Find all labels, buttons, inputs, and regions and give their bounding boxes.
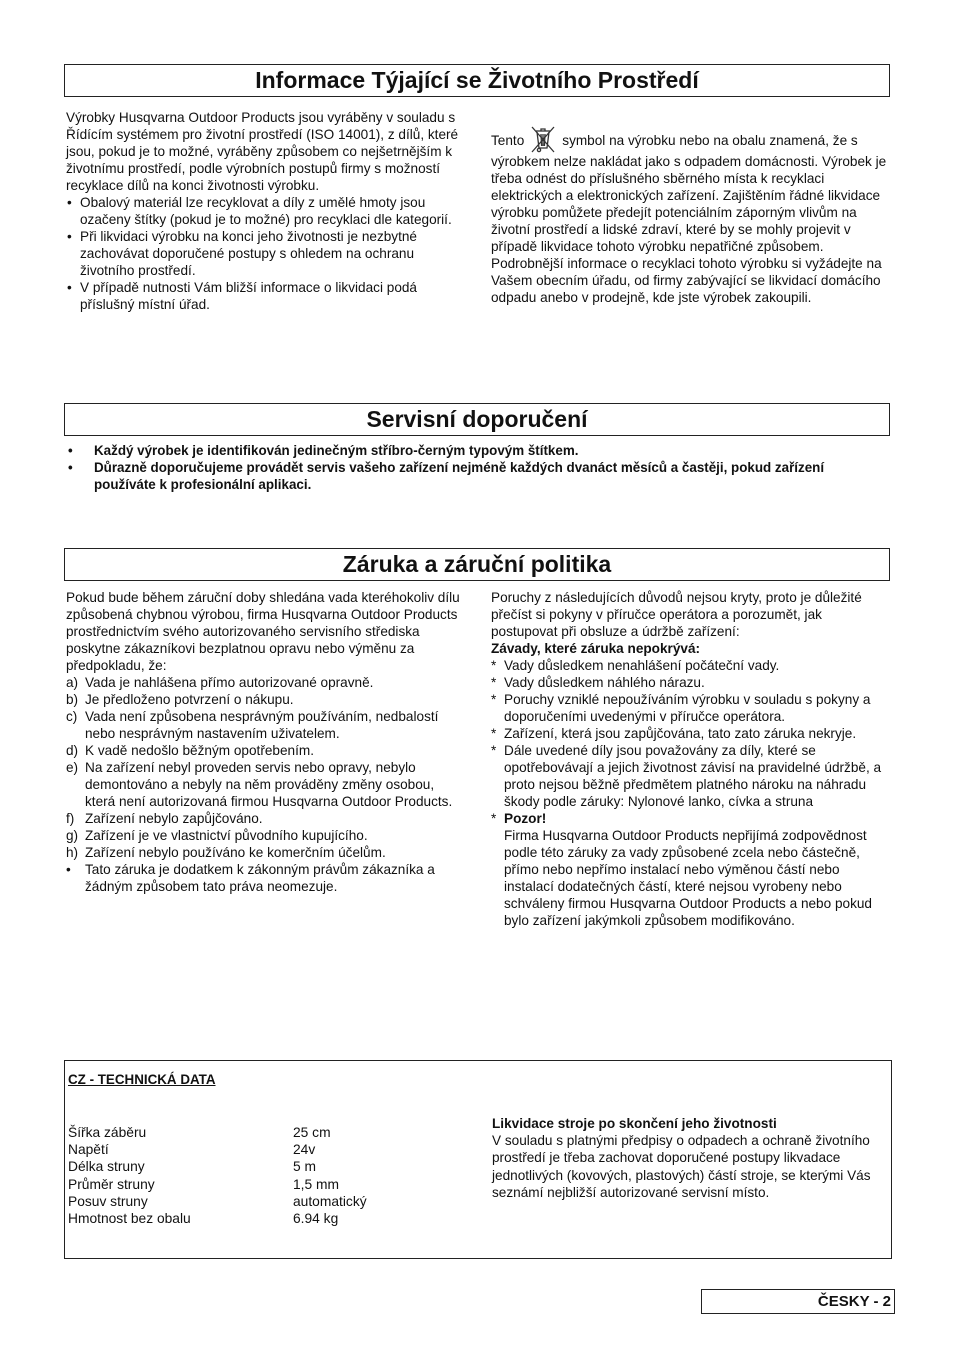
- technical-data-title: CZ - TECHNICKÁ DATA: [68, 1072, 216, 1087]
- pozor-note: * Pozor! Firma Husqvarna Outdoor Products nepřijímá zodpovědnost podle této záruky za vady způsobené zcela nebo částečně, přímo nebo nepřímo instalací nebo výměnou částí nebo instalací dodatečných částí, které nejsou vyrobeny nebo schváleny firmou Husqvarna Outdoor Products a nebo pokud bylo zařízení jakýmkoli způsobem modifikováno.: [491, 811, 872, 928]
- env-left-column: [66, 109, 466, 313]
- warranty-left-column: [66, 589, 466, 895]
- not-covered-item: * Zařízení, která jsou zapůjčována, tato zato záruka nekryje.: [491, 726, 857, 741]
- service-list: [66, 442, 866, 493]
- warranty-condition: • Tato záruka je dodatkem k zákonným právům zákazníka a žádným způsobem tato práva neomezuje.: [66, 862, 435, 894]
- service-item: • Důrazně doporučujeme provádět servis vašeho zařízení nejméně každých dvanáct měsíců a častěji, pokud zařízení používáte k profesionální aplikaci.: [68, 460, 825, 492]
- spec-table: [68, 1124, 448, 1227]
- warranty-condition: a) Vada je nahlášena přímo autorizované opravně.: [66, 675, 374, 690]
- spec-row: Napětí 24v: [68, 1142, 316, 1158]
- warranty-condition: b) Je předloženo potvrzení o nákupu.: [66, 692, 294, 707]
- disposal-note: [492, 1115, 882, 1201]
- not-covered-item: * Vady důsledkem náhlého nárazu.: [491, 675, 705, 690]
- warranty-exclusions-intro: Poruchy z následujících důvodů nejsou kryty, proto je důležité přečíst si pokyny v příručce operátora a porozumět, jak postupovat při obsluze a údržbě zařízení:: [491, 590, 862, 639]
- spec-row: Hmotnost bez obalu 6.94 kg: [68, 1211, 339, 1227]
- env-bullet: • Při likvidaci výrobku na konci jeho životnosti je nezbytné zachovávat doporučené postupy s ohledem na ochranu životního prostředí.: [67, 229, 417, 278]
- spec-row: Průměr struny 1,5 mm: [68, 1176, 339, 1192]
- warranty-condition: f) Zařízení nebylo zapůjčováno.: [66, 811, 263, 826]
- warranty-condition: d) K vadě nedošlo běžným opotřebením.: [66, 743, 314, 758]
- env-bullet: • Obalový materiál lze recyklovat a díly z umělé hmoty jsou ozačeny štítky (pokud je to možné) pro recyklaci dle kategorií.: [67, 195, 452, 227]
- env-bullet: • V případě nutnosti Vám bližší informace o likvidaci podá příslušný místní úřad.: [67, 280, 417, 312]
- warranty-intro: Pokud bude během záruční doby shledána vada kteréhokoliv dílu způsobená chybnou výrobou, firma Husqvarna Outdoor Products prostřednictvím svého autorizovaného servisního střediska poskytne zákazníkovi bezplatnou opravu nebo výměnu za předpokladu, že:: [66, 590, 460, 673]
- warranty-heading: Záruka a záruční politika: [64, 548, 890, 581]
- technical-data-box: [64, 1060, 892, 1259]
- spec-row: Délka struny 5 m: [68, 1159, 316, 1175]
- not-covered-item: * Dále uvedené díly jsou považovány za díly, které se opotřebovávají a jejich životnost závisí na pravidelné údržbě, a proto nejsou běžně předmětem platného nároku na náhradu škody podle záruky: Nylonové lanko, cívka a struna: [491, 743, 882, 809]
- not-covered-item: * Poruchy vzniklé nepoužíváním výrobku v souladu s pokyny a doporučeními uvedenými v příručce operátora.: [491, 692, 871, 724]
- warranty-condition: h) Zařízení nebylo používáno ke komerčním účelům.: [66, 845, 386, 860]
- env-right-column: [491, 125, 891, 306]
- env-heading: Informace Týjající se Životního Prostředí: [64, 64, 890, 97]
- disposal-title: Likvidace stroje po skončení jeho životnosti: [492, 1116, 777, 1131]
- spec-row: Posuv struny automatický: [68, 1193, 367, 1209]
- service-heading: Servisní doporučení: [64, 403, 890, 436]
- crossed-out-wheelie-bin-icon: [527, 125, 559, 153]
- warranty-condition: g) Zařízení je ve vlastnictví původního kupujícího.: [66, 828, 368, 843]
- disposal-text: V souladu s platnými předpisy o odpadech a ochraně životního prostředí je třeba zachovat doporučené postupy likvadace jednotlivých (kovových, plastových) částí stroje, se kterými Vás seznámí nejbližší autorizované servisní místo.: [492, 1133, 871, 1200]
- not-covered-item: * Vady důsledkem nenahlášení počáteční vady.: [491, 658, 780, 673]
- not-covered-title: Závady, které záruka nepokrývá:: [491, 641, 701, 656]
- warranty-condition: e) Na zařízení nebyl proveden servis nebo opravy, nebylo demontováno a nebyly na něm prováděny změny osobou, která není autorizovaná firmou Husqvarna Outdoor Products.: [66, 760, 453, 809]
- weee-paragraph: Tento symbol na výrobku nebo na obalu znamená, že s výrobkem nelze nakládat jako s odpadem domácnosti. Výrobek je třeba odnést do příslušného sběrného místa k recyklaci elektrických a elektronických zařízení. Zajištěním řádné likvidace výrobku pomůžete předejít potenciálním záporným vlivům na životní prostředí a lidské zdraví, které by se mohly projevit v případě likvidace tohoto výrobku nepatřičné způsobem. Podrobnější informace o recyklaci tohoto výrobku si vyžádejte na Vašem obecním úřadu, od firmy zabývající se likvidací domácího odpadu anebo v prodejně, kde jste výrobek zakoupili.: [491, 125, 891, 306]
- warranty-condition: c) Vada není způsobena nesprávným používáním, nedbalostí nebo nesprávným nastavením uživatelem.: [66, 709, 439, 741]
- spec-row: Šířka záběru 25 cm: [68, 1125, 331, 1140]
- page-label: ČESKY - 2: [701, 1289, 895, 1314]
- env-intro: Výrobky Husqvarna Outdoor Products jsou vyráběny v souladu s Řídícím systémem pro životní prostředí (ISO 14001), z dílů, které jsou, pokud je to možné, vyráběny způsobem co nejšetrnějším k životnímu prostředí, podle výrobních postupů firmy s možností recyklace dílů na konci životnosti výrobku.: [66, 110, 459, 193]
- service-item: • Každý výrobek je identifikován jedinečným stříbro-černým typovým štítkem.: [68, 443, 579, 458]
- warranty-right-column: [491, 589, 887, 929]
